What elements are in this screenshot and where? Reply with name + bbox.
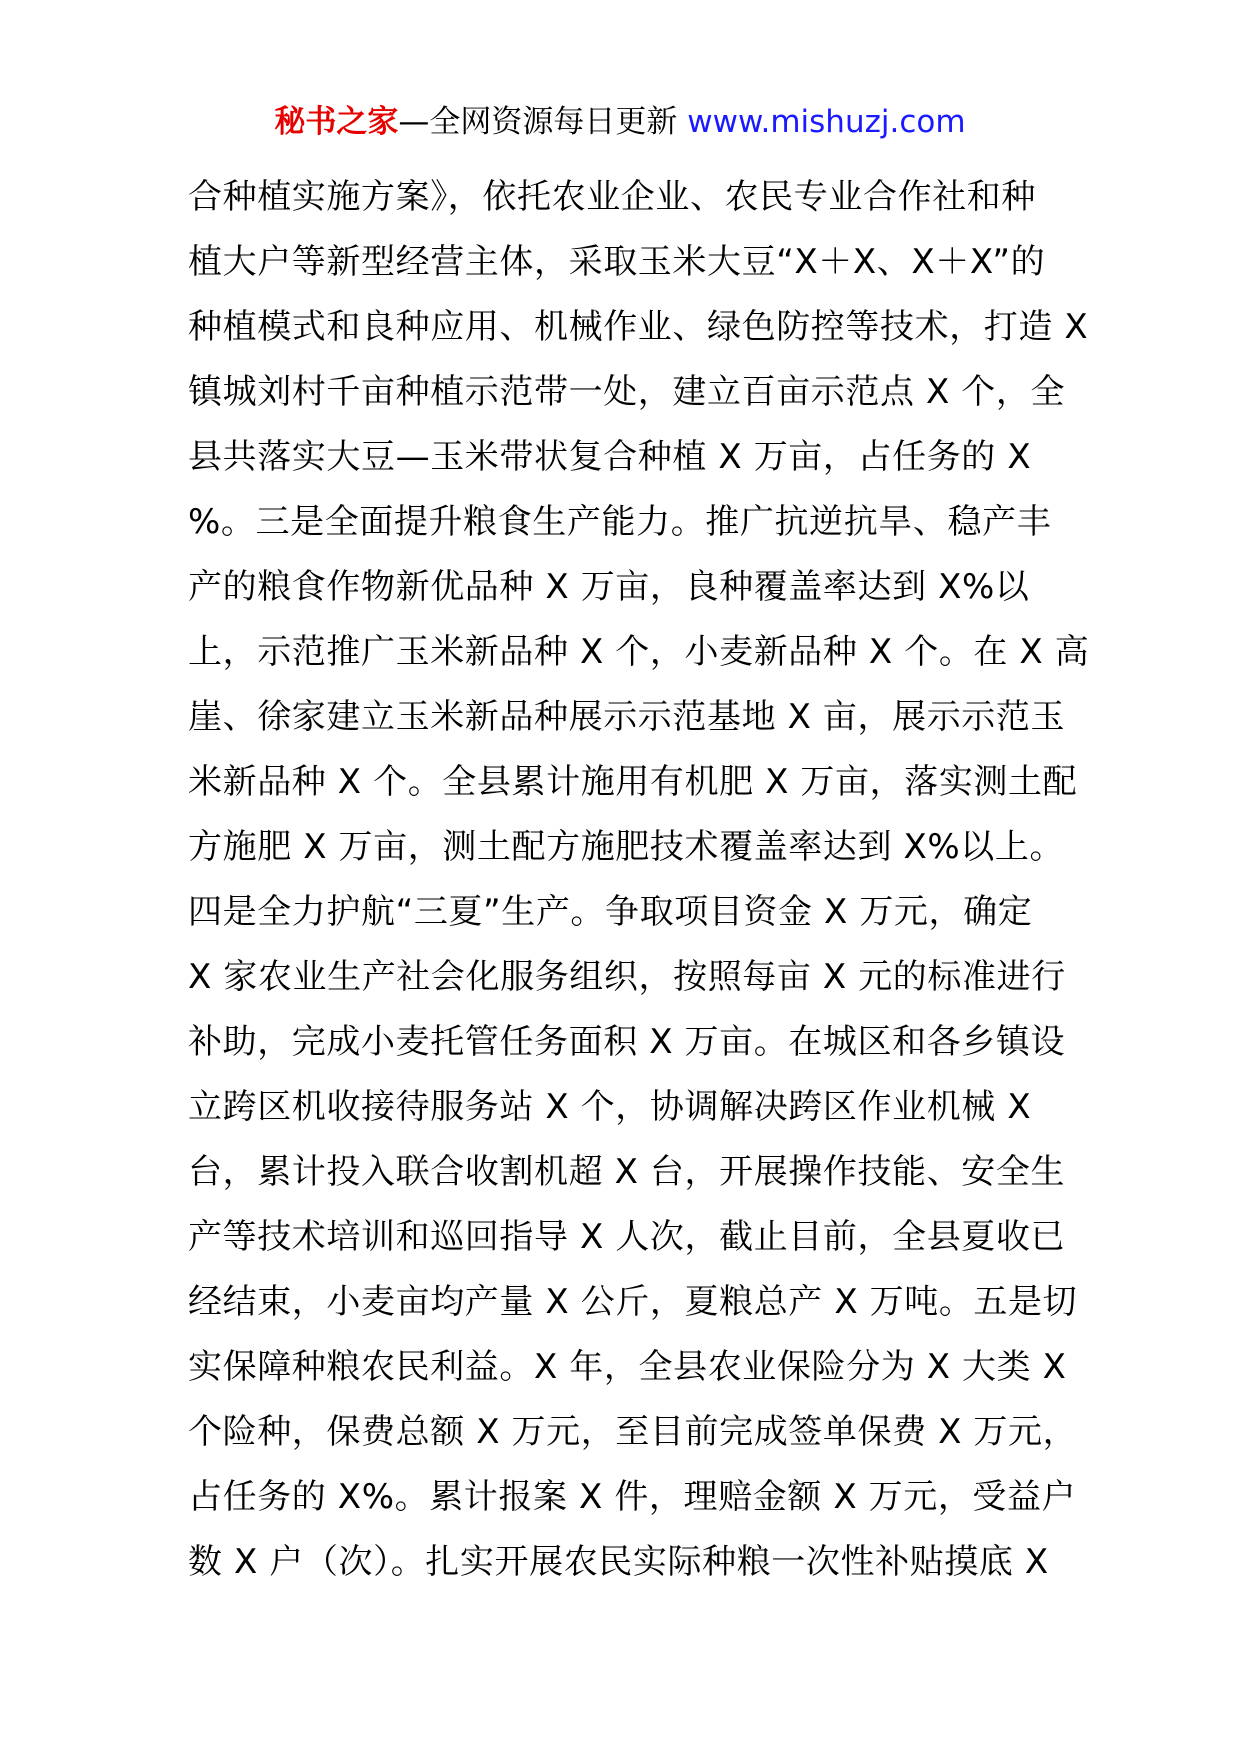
text-line: 米新品种 X 个。全县累计施用有机肥 X 万亩，落实测土配	[188, 762, 1078, 802]
text-line: %。三是全面提升粮食生产能力。推广抗逆抗旱、稳产丰	[188, 502, 1052, 542]
site-url-link[interactable]: www.mishuzj.com	[677, 104, 966, 140]
text-line: 占任务的 X%。累计报案 X 件，理赔金额 X 万元，受益户	[188, 1477, 1077, 1517]
text-line: 台，累计投入联合收割机超 X 台，开展操作技能、安全生	[188, 1152, 1066, 1192]
text-line: 产的粮食作物新优品种 X 万亩，良种覆盖率达到 X%以	[188, 567, 1030, 607]
site-tagline: —全网资源每日更新	[398, 104, 678, 140]
text-line: 上，示范推广玉米新品种 X 个，小麦新品种 X 个。在 X 高	[188, 632, 1090, 672]
text-line: 合种植实施方案》，依托农业企业、农民专业合作社和种	[188, 177, 1036, 217]
text-line: 种植模式和良种应用、机械作业、绿色防控等技术，打造 X	[188, 307, 1089, 347]
text-line: 补助，完成小麦托管任务面积 X 万亩。在城区和各乡镇设	[188, 1022, 1066, 1062]
text-line: 立跨区机收接待服务站 X 个，协调解决跨区作业机械 X	[188, 1087, 1032, 1127]
text-line: 产等技术培训和巡回指导 X 人次，截止目前，全县夏收已	[188, 1217, 1066, 1257]
text-line: 方施肥 X 万亩，测土配方施肥技术覆盖率达到 X%以上。	[188, 827, 1065, 867]
text-line: 镇城刘村千亩种植示范带一处，建立百亩示范点 X 个，全	[188, 372, 1066, 412]
text-line: 数 X 户（次）。扎实开展农民实际种粮一次性补贴摸底 X	[188, 1542, 1049, 1582]
site-brand: 秘书之家	[274, 104, 399, 140]
text-line: 植大户等新型经营主体，采取玉米大豆“X＋X、X＋X”的	[188, 242, 1046, 282]
document-body	[188, 165, 1090, 1595]
text-line: X 家农业生产社会化服务组织，按照每亩 X 元的标准进行	[188, 957, 1066, 997]
text-line: 经结束，小麦亩均产量 X 公斤，夏粮总产 X 万吨。五是切	[188, 1282, 1078, 1322]
text-line: 个险种，保费总额 X 万元，至目前完成签单保费 X 万元，	[188, 1412, 1078, 1452]
text-line: 四是全力护航“三夏”生产。争取项目资金 X 万元，确定	[188, 892, 1033, 932]
page-header	[0, 102, 1240, 142]
text-line: 实保障种粮农民利益。X 年，全县农业保险分为 X 大类 X	[188, 1347, 1067, 1387]
text-line: 崖、徐家建立玉米新品种展示示范基地 X 亩，展示示范玉	[188, 697, 1066, 737]
text-line: 县共落实大豆—玉米带状复合种植 X 万亩，占任务的 X	[188, 437, 1032, 477]
